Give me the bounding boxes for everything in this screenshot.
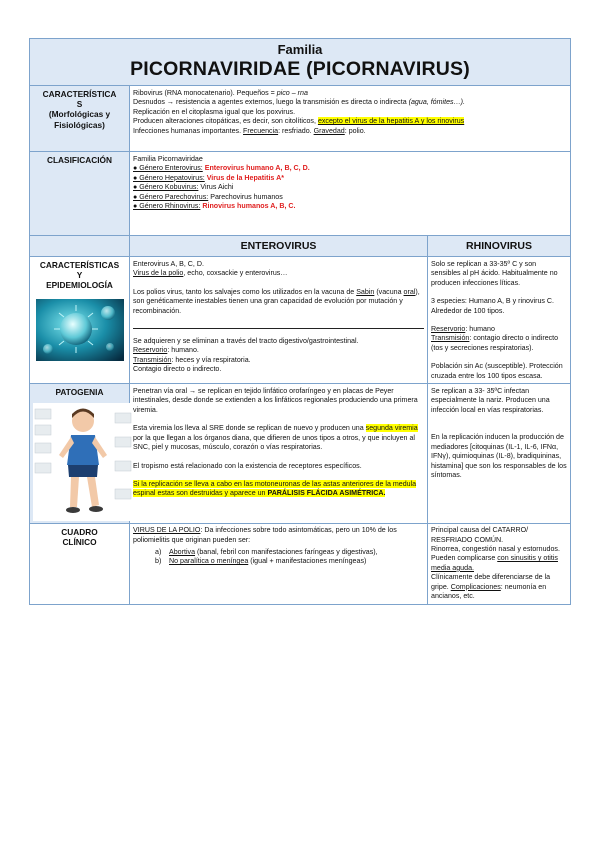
genus-item: ● Género Kobuvirus: Virus Aichi (133, 183, 234, 192)
characteristics-row (30, 86, 571, 152)
title-row (30, 39, 571, 86)
document-page (29, 38, 570, 605)
family-label: Familia (277, 42, 323, 57)
enterovirus-pathogenesis: Penetran vía oral → se replican en tejido linfático orofaríngeo y en placas de Peyer intestinales, desde donde se extienden a los linfáticos regionales produciendo una primera viremia. Esta viremia los lleva al SRE donde se replican de nuevo y producen una segunda viremia por la que llegan a los órganos diana, que difieren de unos tipos a otros, y que incluyen al SNC, piel y mucosas, músculo, corazón o vías respiratorias. El tropismo está relacionado con la existencia de receptores específicos. Si la replicación se lleva a cabo en las motoneuronas de las astas anteriores de la medula espinal estas son destruidas y aparece un PARÁLISIS FLÁCIDA ASIMÉTRICA. (130, 384, 428, 524)
virus-image (36, 299, 124, 361)
pathogenesis-row (30, 384, 571, 524)
classification-row (30, 152, 571, 236)
text-line: Ribovirus (RNA monocatenario). Pequeños = pico – rna (133, 89, 308, 97)
classification-content (130, 152, 571, 236)
genus-item: ● Género Parechovirus: Parechovirus humanos (133, 192, 283, 201)
genus-item: ● Género Enterovirus: Enterovirus humano A, B, C, D. (133, 164, 310, 173)
family-name: PICORNAVIRIDAE (PICORNAVIRUS) (130, 58, 470, 80)
rhinovirus-pathogenesis: Se replican a 33- 35ºC infectan especialmente la nariz. Producen una infección local en vías respiratorias. En la replicación inducen la producción de mediadores [citoquinas (IL-1, IL-6, IFNα, IFNγ), quimioquinas (IL-8), bradiquininas, histamina] que son los responsables de los síntomas. (428, 384, 571, 524)
title-cell (30, 39, 571, 86)
genus-item: ● Género Hepatovirus: Virus de la Hepatitis A* (133, 173, 284, 182)
epidemiology-label: CARACTERÍSTICAS Y EPIDEMIOLOGÍA (30, 257, 130, 384)
highlight: PARÁLISIS FLÁCIDA ASIMÉTRICA. (267, 489, 386, 498)
divider (133, 328, 424, 329)
enterovirus-epidemiology: Enterovirus A, B, C, D. Virus de la polio, echo, coxsackie y enterovirus… Los polios virus, tanto los salvajes como los utilizados en la vacuna de Sabin (vacuna oral), son genéticamente inestables tienen una gran capacidad de evolución por mutación y recombinación. Se adquieren y se eliminan a través del tracto digestivo/gastrointestinal. Reservorio: humano. Transmisión: heces y vía respiratoria. Contagio directo o indirecto. (130, 257, 428, 384)
clinical-row (30, 524, 571, 604)
child-illustration (33, 403, 133, 521)
column-header-row (30, 236, 571, 257)
highlight: Si la replicación se lleva a cabo en las motoneuronas de las astas anteriores de la medula espinal estas son destruidas y aparece un (133, 479, 417, 498)
characteristics-label: CARACTERÍSTICA S (Morfológicas y Fisiológicas) (30, 86, 130, 152)
pathogenesis-label: PATOGENIA (30, 384, 130, 524)
enterovirus-clinical: VIRUS DE LA POLIO: Da infecciones sobre todo asintomáticas, pero un 10% de los poliomielitis que originan pueden ser: a) Abortiva (banal, febril con manifestaciones faríngeas y digestivas), b) No paralítica o meníngea (igual + manifestaciones meníngeas) (130, 524, 428, 604)
clinical-list (155, 548, 424, 567)
text-line: Replicación en el citoplasma igual que los poxvirus. (133, 107, 296, 116)
genus-item: ● Género Rhinovirus: Rinovirus humanos A, B, C. (133, 202, 296, 211)
header-blank (30, 236, 130, 257)
highlight: segunda viremia (365, 424, 418, 433)
epidemiology-row (30, 257, 571, 384)
clinical-label: CUADRO CLÍNICO (30, 524, 130, 604)
list-item: b) No paralítica o meníngea (igual + manifestaciones meníngeas) (155, 557, 367, 566)
text-line: Producen alteraciones citopáticas, es decir, son citolíticos, excepto el virus de la hepatitis A y los rinovirus (133, 117, 465, 126)
text-line: Infecciones humanas importantes. Frecuencia: resfriado. Gravedad: polio. (133, 126, 366, 135)
text-line: Desnudos → resistencia a agentes externos, luego la transmisión es directa o indirecta (agua, fómites…). (133, 98, 466, 107)
classification-label: CLASIFICACIÓN (30, 152, 130, 236)
classification-intro: Familia Picornaviridae (133, 155, 203, 163)
header-rhinovirus: RHINOVIRUS (428, 236, 571, 257)
rhinovirus-epidemiology: Solo se replican a 33-35º C y son sensibles al pH ácido. Habitualmente no producen infecciones líticas. 3 especies: Humano A, B y rinovirus C. Alrededor de 100 tipos. Reservorio: humano Transmisión: contagio directo o indirecto (tos y secreciones respiratorias). Población sin Ac (susceptible). Protección cruzada entre los 100 tipos escasa. (428, 257, 571, 384)
characteristics-content (130, 86, 571, 152)
list-item: a) Abortiva (banal, febril con manifestaciones faríngeas y digestivas), (155, 548, 378, 557)
highlight: excepto el virus de la hepatitis A y los rinovirus (317, 117, 465, 126)
summary-table (29, 38, 571, 605)
header-enterovirus: ENTEROVIRUS (130, 236, 428, 257)
rhinovirus-clinical: Principal causa del CATARRO/ RESFRIADO COMÚN. Rinorrea, congestión nasal y estornudos. Pueden complicarse con sinusitis y otitis media aguda. Clínicamente debe diferenciarse de la gripe. Complicaciones: neumonía en ancianos, etc. (428, 524, 571, 604)
